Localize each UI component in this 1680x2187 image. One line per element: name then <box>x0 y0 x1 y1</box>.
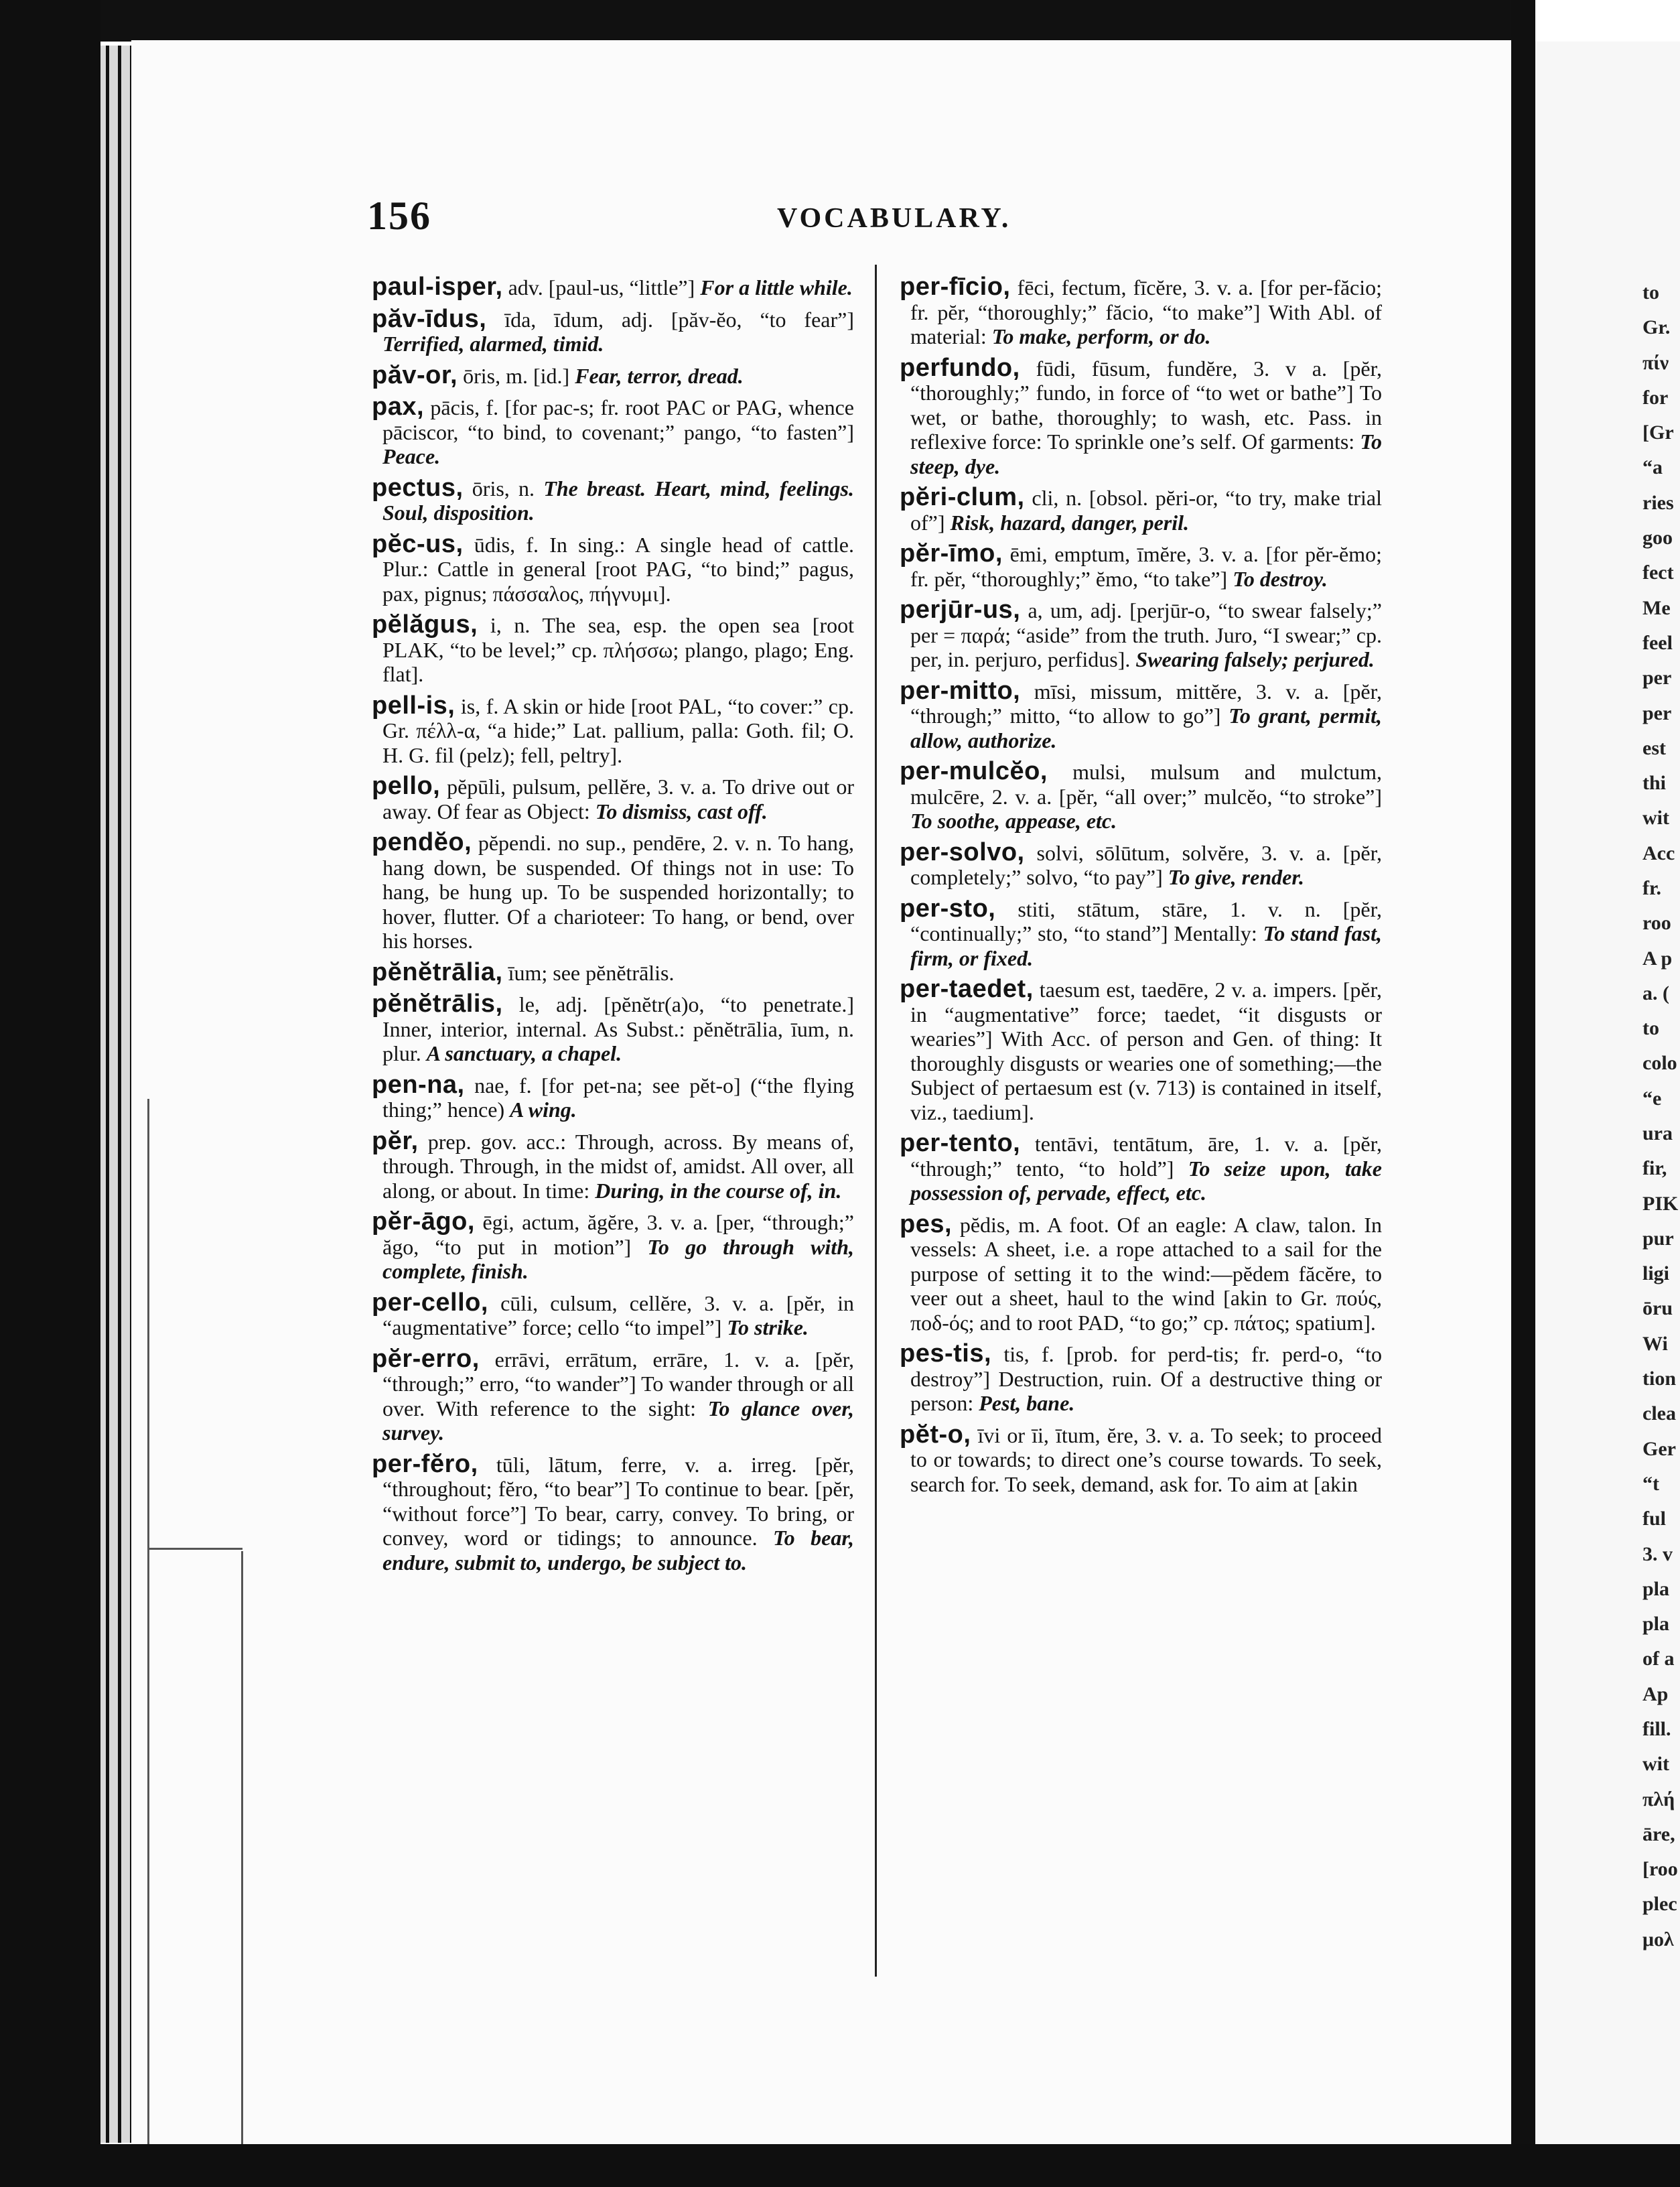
entry-body: is, f. A skin or hide [root PAL, “to cover:” cp. Gr. πέλλ-α, “a hide;” Lat. pallium, palla: Goth. fil; O. H. G. fil (pelz); fell, peltry]. <box>382 693 854 767</box>
dictionary-entry <box>372 1290 854 1340</box>
entry-headword: pes-tis, <box>900 1339 992 1368</box>
next-page-fragment: colo <box>1642 1052 1677 1075</box>
entry-headword: per-fīcio, <box>900 273 1011 301</box>
next-page-fragment: a. ( <box>1642 982 1669 1004</box>
next-page-fragment: āre, <box>1642 1822 1675 1845</box>
entry-headword: pĕc-us, <box>372 529 464 558</box>
entry-definition: To stand fast, firm, or fixed. <box>910 921 1383 970</box>
entry-headword: per-tento, <box>900 1129 1021 1157</box>
entry-definition: Risk, hazard, danger, peril. <box>950 510 1190 535</box>
entry-body: pĕdis, m. A foot. Of an eagle: A claw, talon. In vessels: A sheet, i.e. a rope attached to a sail for the purpose of setting it to the wind:—pĕdem făcĕre, to veer out a sheet, haul to the wind [akin to Gr. πούς, ποδ-ός; and to root PAD, “to go;” cp. πάτος; spatium]. <box>910 1212 1382 1335</box>
entry-definition: During, in the course of, in. <box>595 1178 842 1203</box>
dictionary-entry <box>900 541 1382 591</box>
entry-body: pĕpendi. no sup., pendēre, 2. v. n. To hang, hang down, be suspended. Of things not in use: To hang, be hung up. To be suspended horizontally; to hover, flutter. Of a charioteer: To hang, or bend, over his horses. <box>382 831 854 953</box>
entry-definition: To make, perform, or do. <box>991 324 1211 348</box>
entry-headword: pĕnĕtrālis, <box>372 990 503 1018</box>
page-fold-line <box>147 1099 149 2144</box>
entry-body: prep. gov. acc.: Through, across. By means of, through. Through, in the midst of, amidst. All over, all along, or about. In time: <box>382 1129 854 1203</box>
entry-definition: To seize upon, take possession of, pervade, effect, etc. <box>910 1156 1383 1205</box>
next-page-fragment: πλή <box>1642 1788 1675 1810</box>
dictionary-entry <box>372 1449 855 1575</box>
dictionary-entry <box>372 693 854 768</box>
entry-headword: pĕr-āgo, <box>372 1207 475 1236</box>
dictionary-entry <box>900 977 1382 1124</box>
next-page-fragment: plec <box>1642 1893 1677 1916</box>
dictionary-entry <box>372 612 854 687</box>
next-page-fragment: thi <box>1642 772 1667 795</box>
entry-headword: pectus, <box>372 473 464 502</box>
next-page-fragment: to <box>1642 281 1659 304</box>
entry-definition: A wing. <box>510 1098 577 1122</box>
entry-headword: per-cello, <box>372 1288 488 1317</box>
entry-body: stiti, stātum, stāre, 1. v. n. [pĕr, “continually;” sto, “to stand”] Mentally: <box>910 897 1382 945</box>
entry-definition: Peace. <box>382 444 441 468</box>
next-page-fragment: “a <box>1642 456 1663 479</box>
entry-definition: Pest, bane. <box>979 1391 1075 1415</box>
entry-body: nae, f. [for pet-na; see pĕt-o] (“the flying thing;” hence) <box>382 1073 854 1122</box>
entry-body: pācis, f. [for pac-s; fr. root PAC or PAG, whence pāciscor, “to bind, to covenant;” pango, “to fasten”] <box>382 395 854 444</box>
entry-headword: perfundo, <box>900 353 1020 382</box>
entry-definition: To glance over, survey. <box>382 1396 855 1445</box>
dictionary-entry <box>372 992 854 1066</box>
entry-definition: To grant, permit, allow, authorize. <box>910 704 1383 752</box>
dictionary-entry <box>900 598 1382 672</box>
dictionary-entry <box>900 676 1383 753</box>
dictionary-entry <box>900 759 1382 834</box>
dictionary-entry <box>372 395 854 469</box>
entry-definition: To bear, endure, submit to, undergo, be subject to. <box>382 1526 855 1575</box>
next-page-fragment: ful <box>1642 1508 1667 1530</box>
entry-body: ōris, n. <box>463 476 544 501</box>
dictionary-entry <box>372 473 855 525</box>
dictionary-entry <box>900 275 1382 349</box>
entry-body: taesum est, taedēre, 2 v. a. impers. [pĕr, in “augmentative” force; taedet, “it disgusts or wearies”] With Acc. of person and Gen. of thing: It thoroughly disgusts or wearies one of something;—the Subject of pertaesum est (v. 713) is contained in itself, viz., taedium]. <box>910 978 1382 1124</box>
entry-headword: pes, <box>900 1209 953 1238</box>
entry-headword: pen-na, <box>372 1070 465 1099</box>
next-page-fragment: ligi <box>1642 1262 1670 1285</box>
next-page-fragment: ries <box>1642 491 1674 514</box>
entry-definition: Swearing falsely; perjured. <box>1135 647 1375 671</box>
next-page-fragment: pur <box>1642 1227 1674 1250</box>
entry-headword: per-solvo, <box>900 838 1025 866</box>
entry-body: īum; see pĕnĕtrālis. <box>502 960 675 985</box>
entry-headword: pĕt-o, <box>900 1420 971 1449</box>
entry-headword: pĕri-clum, <box>900 483 1025 511</box>
entry-body: mīsi, missum, mittĕre, 3. v. a. [pĕr, “through;” mitto, “to allow to go”] <box>910 679 1382 728</box>
next-page-fragment: “e <box>1642 1087 1662 1110</box>
next-page-fragment: Acc <box>1642 842 1675 864</box>
entry-definition: For a little while. <box>700 275 853 300</box>
next-page-fragment: fir, <box>1642 1157 1667 1180</box>
next-page-fragment: roo <box>1642 912 1671 935</box>
entry-headword: paul-isper, <box>372 273 503 301</box>
next-page-fragment: for <box>1642 386 1669 409</box>
next-page-fragment: Ger <box>1642 1437 1676 1460</box>
left-column <box>372 275 854 1581</box>
page-gutter <box>1511 0 1535 2187</box>
scanner-edge <box>0 0 100 2187</box>
dictionary-entry <box>900 1209 1382 1335</box>
next-page-fragment: pla <box>1642 1577 1670 1600</box>
next-page-fragment: Me <box>1642 596 1671 619</box>
entry-definition: Fear, terror, dread. <box>575 363 744 388</box>
entry-body: mulsi, mulsum and mulctum, mulcēre, 2. v. a. [pĕr, “all over;” mulcĕo, “to stroke”] <box>910 760 1382 809</box>
next-page-fragment: [Gr <box>1642 421 1674 444</box>
entry-headword: pello, <box>372 772 441 800</box>
next-page-fragment: fr. <box>1642 876 1662 899</box>
next-page-fragment: A p <box>1642 947 1673 970</box>
next-page-fragment: goo <box>1642 527 1673 549</box>
scanner-top-edge <box>100 0 1513 42</box>
dictionary-entry <box>372 774 854 823</box>
next-page-fragment: wit <box>1642 807 1669 830</box>
entry-headword: pell-is, <box>372 691 456 720</box>
entry-body: ōris, m. [id.] <box>458 363 575 388</box>
entry-body: ēgi, actum, ăgĕre, 3. v. a. [per, “through;” ăgo, “to put in motion”] <box>382 1210 854 1259</box>
page-fold-line <box>241 1551 243 2144</box>
next-page-fragment: fill. <box>1642 1717 1671 1740</box>
book-spine <box>100 46 131 2143</box>
column-divider <box>875 265 877 1977</box>
entry-headword: pĕr-erro, <box>372 1344 480 1373</box>
entry-definition: To soothe, appease, etc. <box>910 809 1117 833</box>
page-fold-line <box>147 1548 242 1550</box>
next-page-fragment: πίν <box>1642 351 1669 374</box>
dictionary-entry <box>372 1126 854 1203</box>
dictionary-entry <box>900 1422 1382 1497</box>
entry-body: i, n. The sea, esp. the open sea [root PLAK, “to be level;” cp. πλήσσω; plango, plago; Eng. flat]. <box>382 613 854 686</box>
spine-line <box>106 46 109 2143</box>
entry-body: īda, īdum, adj. [păv-ĕo, “to fear”] <box>486 307 854 332</box>
entry-definition: A sanctuary, a chapel. <box>426 1041 622 1065</box>
entry-body: cūli, culsum, cellĕre, 3. v. a. [pĕr, in “augmentative” force; cello “to impel”] <box>382 1290 854 1339</box>
entry-body: ūdis, f. In sing.: A single head of cattle. Plur.: Cattle in general [root PAG, “to bind;” pagus, pax, pignus; πάσσαλος, πήγνυμι]. <box>382 532 854 606</box>
dictionary-entry <box>900 840 1382 890</box>
next-page-fragment: Ap <box>1642 1682 1669 1705</box>
entry-body: fūdi, fūsum, fundĕre, 3. v a. [pĕr, “thoroughly;” fundo, in force of “to wet or bathe”] To wet, or bathe, thoroughly; to wash, etc. Pass. in reflexive force: To sprinkle one’s self. Of garments: <box>910 356 1382 454</box>
entry-body: īvi or īi, ītum, ĕre, 3. v. a. To seek; to proceed to or towards; to direct one’s course towards. To seek, search for. To seek, demand, ask for. To aim at [akin <box>910 1422 1382 1496</box>
dictionary-entry <box>372 1344 855 1445</box>
entry-headword: pax, <box>372 393 425 421</box>
next-page-fragment: per <box>1642 702 1672 724</box>
spine-line <box>118 46 121 2143</box>
entry-headword: per-fĕro, <box>372 1449 478 1478</box>
next-page-fragment: per <box>1642 667 1672 689</box>
entry-headword: păv-īdus, <box>372 304 487 333</box>
next-page-fragment: to <box>1642 1017 1659 1040</box>
entry-definition: To give, render. <box>1168 865 1305 889</box>
next-page-fragment: ura <box>1642 1122 1673 1144</box>
entry-definition: To steep, dye. <box>910 429 1382 478</box>
page-header <box>367 193 1600 247</box>
dictionary-entry <box>372 957 854 986</box>
entry-body: a, um, adj. [perjūr-o, “to swear falsely;” per = παρά; “aside” from the truth. Juro, “I swear;” cp. per, in. perjuro, perfidus]. <box>910 598 1382 671</box>
dictionary-entry <box>372 1209 854 1284</box>
next-page-fragment: Gr. <box>1642 316 1671 339</box>
next-page-fragment: Wi <box>1642 1332 1668 1355</box>
scanner-bottom-edge <box>0 2144 1680 2187</box>
next-page-fragment: pla <box>1642 1613 1670 1636</box>
entry-headword: pĕnĕtrālia, <box>372 957 503 986</box>
dictionary-entry <box>372 529 854 606</box>
next-page-fragment: wit <box>1642 1753 1669 1776</box>
entry-headword: pendĕo, <box>372 828 472 856</box>
entry-definition: To dismiss, cast off. <box>595 799 768 823</box>
entry-headword: per-taedet, <box>900 975 1034 1003</box>
dictionary-entry <box>372 304 854 356</box>
running-head: VOCABULARY. <box>777 203 1011 234</box>
entry-headword: per-mitto, <box>900 676 1021 705</box>
next-page-fragment: [roo <box>1642 1858 1678 1881</box>
entry-headword: păv-or, <box>372 360 458 389</box>
dictionary-entry <box>372 830 854 953</box>
entry-headword: pĕlăgus, <box>372 610 478 639</box>
next-page-fragment: fect <box>1642 561 1674 584</box>
entry-body: adv. [paul-us, “little”] <box>502 275 701 300</box>
entry-body: tis, f. [prob. for perd-tis; fr. perd-o, “to destroy”] Destruction, ruin. Of a destructive thing or person: <box>910 1342 1382 1415</box>
dictionary-entry <box>900 1131 1382 1205</box>
entry-definition: Terrified, alarmed, timid. <box>382 332 604 356</box>
entry-headword: pĕr-īmo, <box>900 539 1003 568</box>
dictionary-entry <box>372 275 854 300</box>
next-page-fragment: of a <box>1642 1648 1675 1670</box>
next-page-fragment: 3. v <box>1642 1542 1673 1565</box>
dictionary-entry <box>900 353 1382 479</box>
entry-body: tūli, lātum, ferre, v. a. irreg. [pĕr, “throughout; fĕro, “to bear”] To continue to bear. [pĕr, “without force”] To bear, carry, convey. To bring, or convey, word or tidings; to announce. <box>382 1452 854 1550</box>
next-page-fragment: ōru <box>1642 1297 1673 1320</box>
dictionary-entry <box>372 1070 854 1122</box>
right-column <box>900 275 1382 1503</box>
next-page-fragment: μολ <box>1642 1928 1674 1950</box>
page-number: 156 <box>367 194 431 238</box>
next-page-fragment: clea <box>1642 1402 1676 1425</box>
entry-body: le, adj. [pĕnĕtr(a)o, “to penetrate.] Inner, interior, internal. As Subst.: pĕnĕtrālia, īum, n. plur. <box>382 992 854 1065</box>
entry-definition: To strike. <box>727 1315 809 1339</box>
entry-headword: perjūr-us, <box>900 596 1021 624</box>
entry-body: solvi, sōlūtum, solvĕre, 3. v. a. [pĕr, completely;” solvo, “to pay”] <box>910 840 1382 889</box>
entry-headword: per-mulcĕo, <box>900 757 1048 785</box>
entry-definition: The breast. Heart, mind, feelings. Soul, disposition. <box>382 476 855 525</box>
next-page-fragment: est <box>1642 736 1666 759</box>
entry-definition: To go through with, complete, finish. <box>382 1234 854 1283</box>
next-page-fragment: PIK <box>1642 1192 1679 1215</box>
entry-definition: To destroy. <box>1233 566 1328 591</box>
entry-headword: pĕr, <box>372 1126 419 1155</box>
entry-headword: per-sto, <box>900 894 996 923</box>
entry-body: fēci, fectum, fīcĕre, 3. v. a. [for per-făcio; fr. pĕr, “thoroughly;” făcio, “to make”] With Abl. of material: <box>910 275 1382 348</box>
dictionary-entry <box>900 894 1383 971</box>
dictionary-entry <box>900 1341 1382 1416</box>
dictionary-entry <box>372 360 854 389</box>
entry-body: tentāvi, tentātum, āre, 1. v. a. [pĕr, “through;” tento, “to hold”] <box>910 1132 1382 1181</box>
entry-body: ēmi, emptum, īmĕre, 3. v. a. [for pĕr-ĕmo; fr. pĕr, “thoroughly;” ĕmo, “to take”] <box>910 542 1382 591</box>
next-page-fragment: “t <box>1642 1472 1659 1495</box>
dictionary-entry <box>900 485 1382 535</box>
entry-body: cli, n. [obsol. pĕri-or, “to try, make trial of”] <box>910 486 1382 535</box>
next-page-fragment: feel <box>1642 631 1673 654</box>
entry-body: errāvi, errātum, errāre, 1. v. a. [pĕr, “through;” erro, “to wander”] To wander through or all over. With reference to the sight: <box>382 1347 854 1420</box>
entry-body: pĕpūli, pulsum, pellĕre, 3. v. a. To drive out or away. Of fear as Object: <box>382 775 854 823</box>
next-page-fragment: tion <box>1642 1368 1677 1390</box>
